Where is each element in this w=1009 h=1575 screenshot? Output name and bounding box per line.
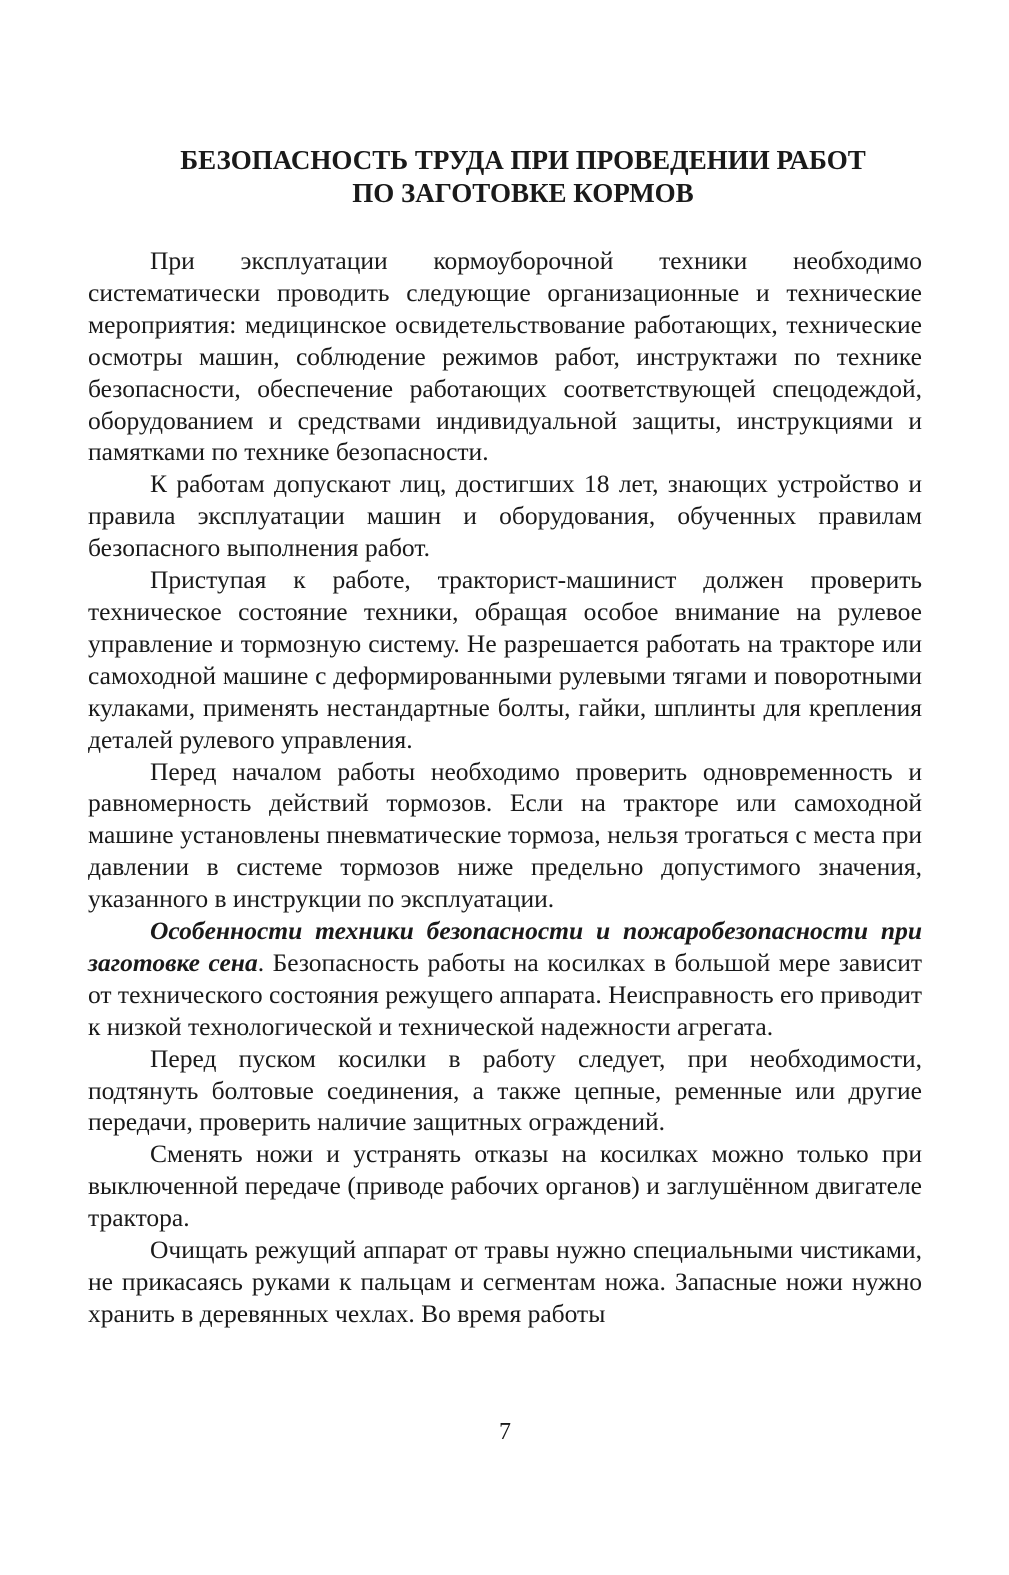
paragraph-5	[88, 915, 922, 1043]
paragraph-2: К работам допускают лиц, достигших 18 лет, знающих устройство и правила эксплуатации машин и оборудования, обученных правилам безопасного выполнения работ.	[88, 469, 922, 563]
paragraph-4: Перед началом работы необходимо проверить одновременность и равномерность действий тормозов. Если на тракторе или самоходной машине установлены пневматические тормоза, нельзя трогаться с места при давлении в системе тормозов ниже предельно допустимого значения, указанного в инструкции по эксплуатации.	[88, 756, 922, 914]
title-line-2: ПО ЗАГОТОВКЕ КОРМОВ	[352, 178, 694, 208]
paragraph-7: Сменять ножи и устранять отказы на косилках можно только при выключенной передаче (приводе рабочих органов) и заглушённом двигателе трактора.	[88, 1139, 922, 1233]
paragraph-5-text: . Безопасность работы на косилках в большой мере зависит от технического состояния режущего аппарата. Неисправность его приводит к низкой технологической и технической надежности агрегата.	[88, 947, 923, 1041]
paragraph-1: При эксплуатации кормоуборочной техники необходимо систематически проводить следующие организационные и технические мероприятия: медицинское освидетельствование работающих, технические осмотры машин, соблюдение режимов работ, инструктажи по технике безопасности, обеспечение работающих соответствующей спецодеждой, оборудованием и средствами индивидуальной защиты, инструкциями и памятками по технике безопасности.	[88, 246, 922, 467]
paragraph-5-heading: Особенности техники безопасности и пожаробезопасности при заготовке сена	[88, 916, 922, 977]
body-text	[88, 245, 922, 1330]
paragraph-8: Очищать режущий аппарат от травы нужно специальными чистиками, не прикасаясь руками к пальцам и сегментам ножа. Запасные ножи нужно хранить в деревянных чехлах. Во время работы	[88, 1235, 922, 1328]
paragraph-3: Приступая к работе, тракторист-машинист должен проверить техническое состояние техники, обращая особое внимание на рулевое управление и тормозную систему. Не разрешается работать на тракторе или самоходной машине с деформированными рулевыми тягами и поворотными кулаками, применять нестандартные болты, гайки, шплинты для крепления деталей рулевого управления.	[88, 565, 922, 754]
page-title	[88, 144, 922, 210]
title-line-1: БЕЗОПАСНОСТЬ ТРУДА ПРИ ПРОВЕДЕНИИ РАБОТ	[180, 145, 866, 175]
page-number: 7	[499, 1419, 511, 1445]
paragraph-6: Перед пуском косилки в работу следует, при необходимости, подтянуть болтовые соединения, а также цепные, ременные или другие передачи, проверить наличие защитных ограждений.	[88, 1043, 922, 1137]
document-page	[88, 0, 922, 1575]
